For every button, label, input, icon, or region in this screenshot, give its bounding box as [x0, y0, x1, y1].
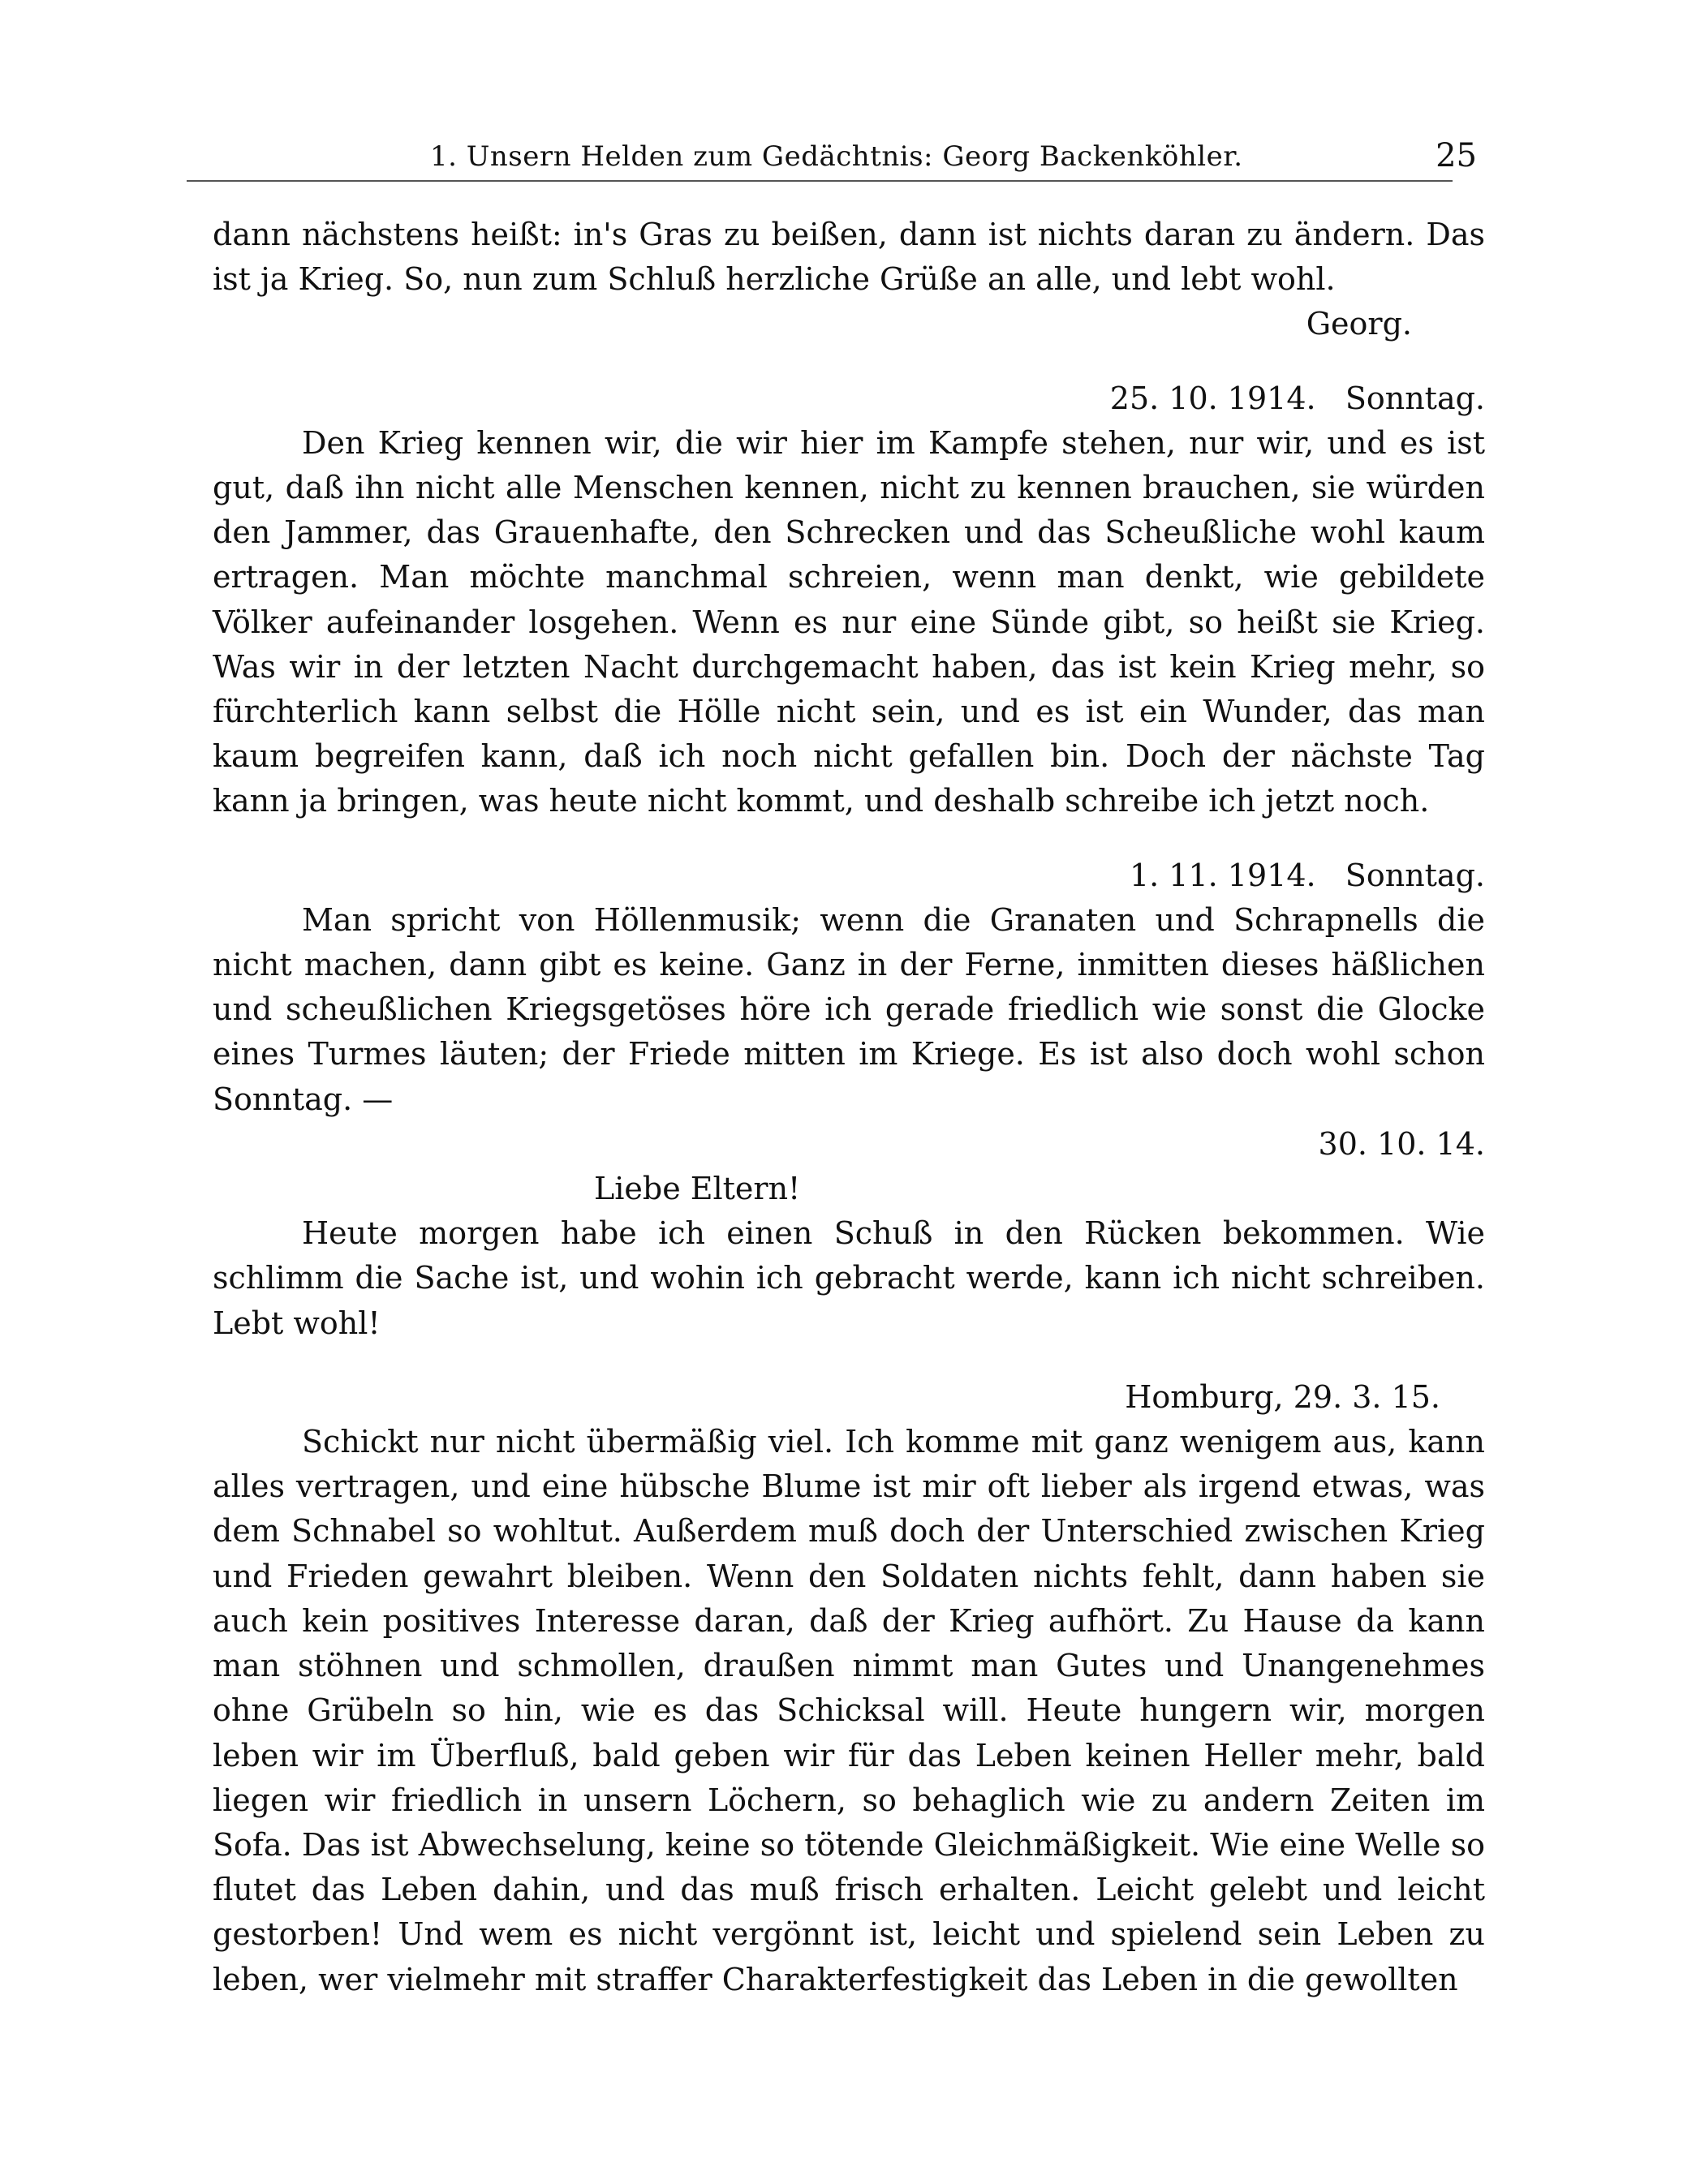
paragraph-1: dann nächstens heißt: in's Gras zu beißen, dann ist nichts daran zu ändern. Das ist ja Krieg. So, nun zum Schluß herzliche Grüße an alle, und lebt wohl.	[213, 217, 1485, 298]
page-number: 25	[1436, 137, 1477, 174]
paragraph-4: Heute morgen habe ich einen Schuß in den Rücken bekommen. Wie schlimm die Sache ist, und wohin ich gebracht werde, kann ich nicht schreiben. Lebt wohl!	[213, 1215, 1485, 1341]
body-text	[213, 213, 1485, 2002]
paragraph-2: Den Krieg kennen wir, die wir hier im Kampfe stehen, nur wir, und es ist gut, daß ihn nicht alle Menschen kennen, nicht zu kennen brauchen, sie würden den Jammer, das Grauenhafte, den Schrecken und das Scheußliche wohl kaum ertragen. Man möchte manchmal schreien, wenn man denkt, wie gebildete Völker aufeinander losgehen. Wenn es nur eine Sünde gibt, so heißt sie Krieg. Was wir in der letzten Nacht durchgemacht haben, das ist kein Krieg mehr, so fürchterlich kann selbst die Hölle nicht sein, und es ist ein Wunder, das man kaum begreifen kann, daß ich noch nicht gefallen bin. Doch der nächste Tag kann ja bringen, was heute nicht kommt, und deshalb schreibe ich jetzt noch.	[213, 424, 1485, 819]
entry-date-1: 25. 10. 1914. Sonntag.	[1109, 380, 1485, 416]
salutation: Liebe Eltern!	[594, 1171, 801, 1207]
entry-date-2: 1. 11. 1914. Sonntag.	[1129, 857, 1485, 893]
page-header	[187, 134, 1477, 183]
signature: Georg.	[1306, 306, 1412, 342]
paragraph-3: Man spricht von Höllenmusik; wenn die Granaten und Schrapnells die nicht machen, dann gibt es keine. Ganz in der Ferne, inmitten dieses häßlichen und scheußlichen Kriegsgetöses höre ich gerade friedlich wie sonst die Glocke eines Turmes läuten; der Friede mitten im Kriege. Es ist also doch wohl schon Sonntag. —	[213, 901, 1485, 1117]
entry-date-4: Homburg, 29. 3. 15.	[1125, 1378, 1440, 1415]
running-title: 1. Unsern Helden zum Gedächtnis: Georg Backenköhler.	[430, 140, 1243, 173]
paragraph-5: Schickt nur nicht übermäßig viel. Ich komme mit ganz wenigem aus, kann alles vertragen, und eine hübsche Blume ist mir oft lieber als irgend etwas, was dem Schnabel so wohltut. Außerdem muß doch der Unterschied zwischen Krieg und Frieden gewahrt bleiben. Wenn den Soldaten nichts fehlt, dann haben sie auch kein positives Interesse daran, daß der Krieg aufhört. Zu Hause da kann man stöhnen und schmollen, draußen nimmt man Gutes und Unangenehmes ohne Grübeln so hin, wie es das Schicksal will. Heute hungern wir, morgen leben wir im Überfluß, bald geben wir für das Leben keinen Heller mehr, bald liegen wir friedlich in unsern Löchern, so behaglich wie zu andern Zeiten im Sofa. Das ist Abwechselung, keine so tötende Gleichmäßigkeit. Wie eine Welle so flutet das Leben dahin, und das muß frisch erhalten. Leicht gelebt und leicht gestorben! Und wem es nicht vergönnt ist, leicht und spielend sein Leben zu leben, wer vielmehr mit straffer Charakterfestigkeit das Leben in die gewollten	[213, 1424, 1485, 1997]
entry-date-3: 30. 10. 14.	[1318, 1125, 1485, 1162]
header-rule	[187, 180, 1453, 182]
